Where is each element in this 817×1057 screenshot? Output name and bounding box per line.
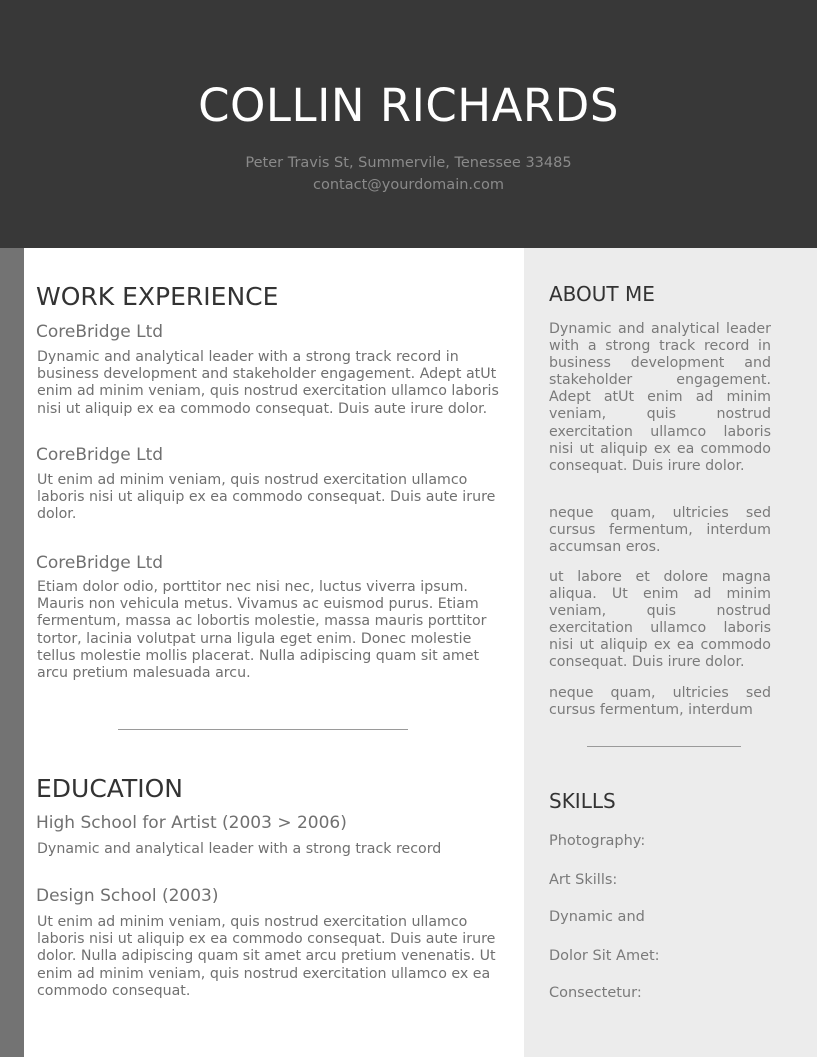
header-banner xyxy=(0,0,817,248)
about-me-heading: ABOUT ME xyxy=(549,282,655,306)
education-heading: EDUCATION xyxy=(36,774,183,803)
skills-heading: SKILLS xyxy=(549,789,616,813)
about-paragraph-4: neque quam, ultricies sed cursus fermentum, interdum xyxy=(549,685,771,719)
work-experience-heading: WORK EXPERIENCE xyxy=(36,282,279,311)
section-divider xyxy=(118,729,408,730)
left-accent-bar xyxy=(0,248,24,1057)
work-company-3: CoreBridge Ltd xyxy=(36,553,164,573)
sidebar-divider xyxy=(587,746,741,747)
skill-item: Art Skills: xyxy=(549,872,618,888)
work-description-2: Ut enim ad minim veniam, quis nostrud exercitation ullamco laboris nisi ut aliquip ex ea commodo consequat. Duis aute irure dolor. xyxy=(37,472,496,523)
education-description-1: Dynamic and analytical leader with a strong track record xyxy=(37,841,442,857)
about-paragraph-2: neque quam, ultricies sed cursus fermentum, interdum accumsan eros. xyxy=(549,505,771,556)
skill-item: Consectetur: xyxy=(549,985,642,1001)
education-school-1: High School for Artist (2003 > 2006) xyxy=(36,813,347,833)
address: Peter Travis St, Summervile, Tenessee 33485 xyxy=(245,155,572,171)
about-paragraph-3: ut labore et dolore magna aliqua. Ut enim ad minim veniam, quis nostrud exercitation ullamco laboris nisi ut aliquip ex ea commodo consequat. Duis irure dolor. xyxy=(549,569,771,671)
skill-item: Dolor Sit Amet: xyxy=(549,948,660,964)
work-company-2: CoreBridge Ltd xyxy=(36,445,164,465)
about-paragraph-1: Dynamic and analytical leader with a strong track record in business development and stakeholder engagement. Adept atUt enim ad minim veniam, quis nostrud exercitation ullamco laboris nisi ut aliquip ex ea commodo consequat. Duis irure dolor. xyxy=(549,321,771,474)
email: contact@yourdomain.com xyxy=(313,177,504,193)
work-description-3: Etiam dolor odio, porttitor nec nisi nec, luctus viverra ipsum. Mauris non vehicula metus. Vivamus ac euismod purus. Etiam fermentum, massa ac lobortis molestie, massa mauris porttitor tortor, lacinia volutpat urna ligula eget enim. Donec molestie tellus molestie mollis placerat. Nulla adipiscing quam sit amet arcu pretium malesuada arcu. xyxy=(37,579,487,682)
work-company-1: CoreBridge Ltd xyxy=(36,322,164,342)
education-school-2: Design School (2003) xyxy=(36,886,219,906)
candidate-name: COLLIN RICHARDS xyxy=(198,79,619,132)
skill-item: Photography: xyxy=(549,833,646,849)
skill-item: Dynamic and xyxy=(549,909,645,925)
work-description-1: Dynamic and analytical leader with a strong track record in business development and stakeholder engagement. Adept atUt enim ad minim veniam, quis nostrud exercitation ullamco laboris nisi ut aliquip ex ea commodo consequat. Duis aute irure dolor. xyxy=(37,349,499,417)
education-description-2: Ut enim ad minim veniam, quis nostrud exercitation ullamco laboris nisi ut aliquip ex ea commodo consequat. Duis aute irure dolor. Nulla adipiscing quam sit amet arcu pretium venenatis. Ut enim ad minim veniam, quis nostrud exercitation ullamco ex ea commodo consequat. xyxy=(37,914,496,999)
